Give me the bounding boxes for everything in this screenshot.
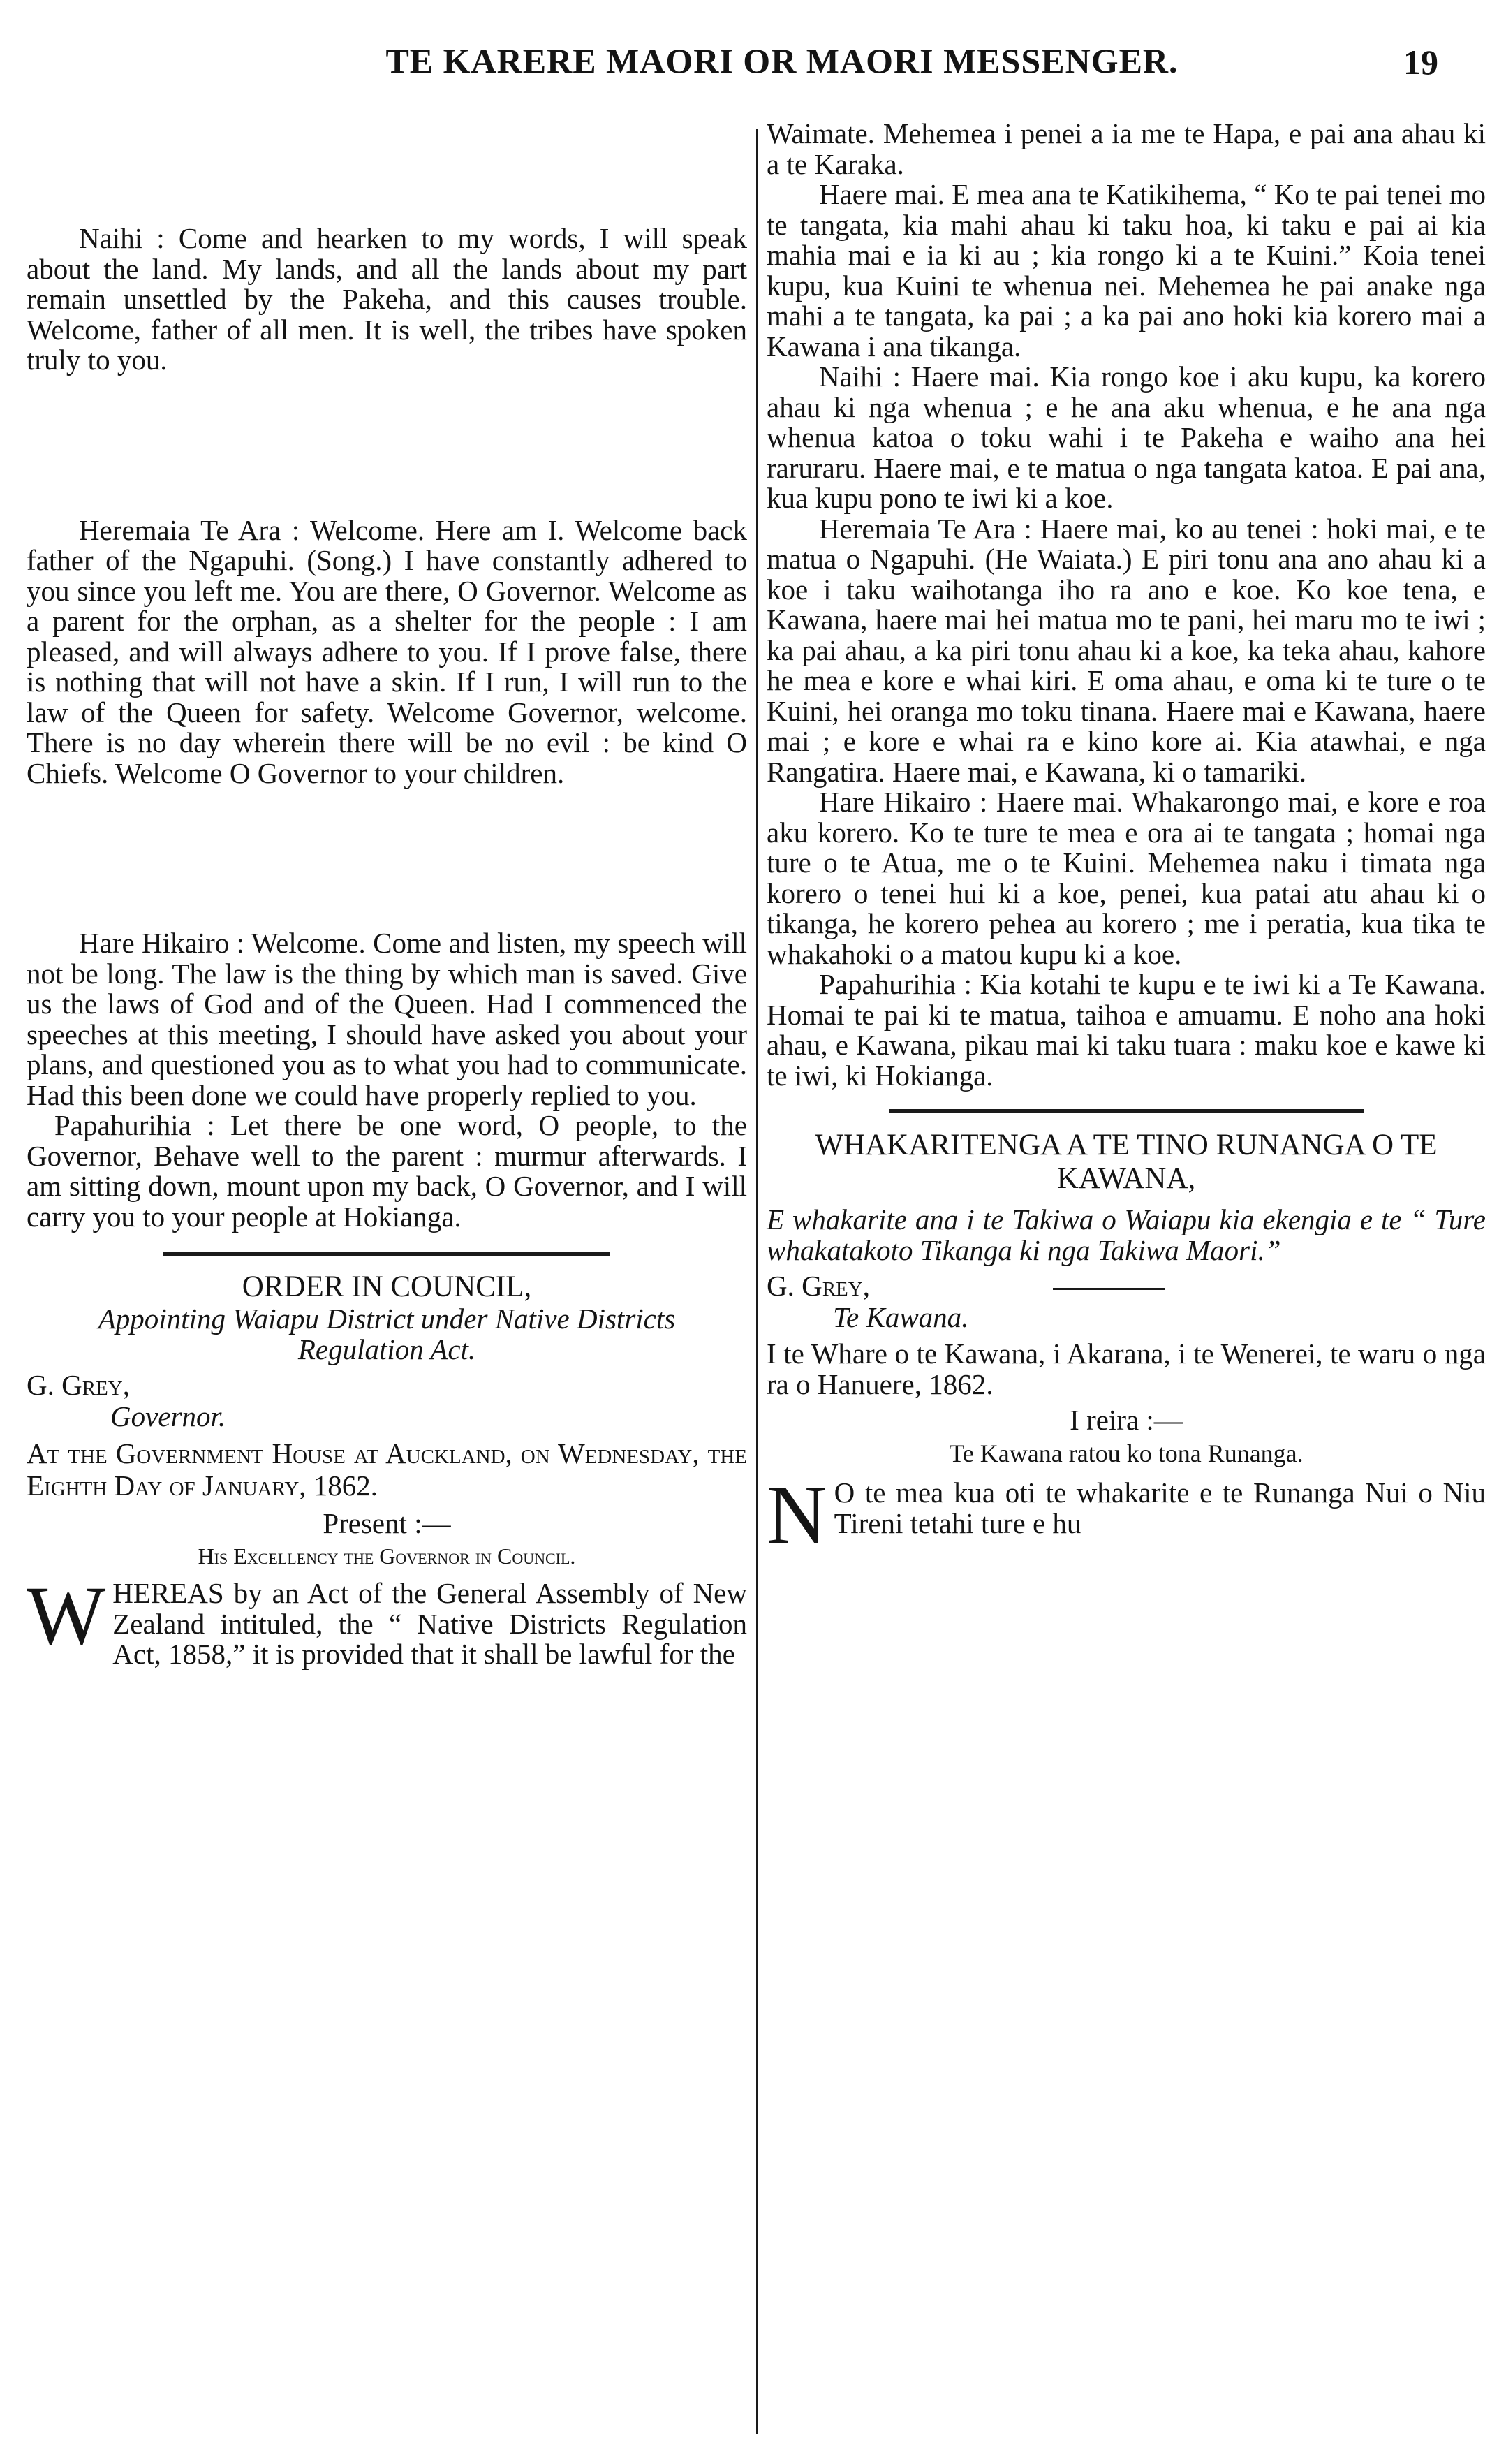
whakaritenga-title: WHAKARITENGA A TE TINO RUNANGA O TE KAWANA, bbox=[815, 1129, 1438, 1195]
paragraph: HEREAS by an Act of the General Assembly of New Zealand intituled, the “ Native Districts Regulation Act, 1858,” it is provided that it shall be lawful for the bbox=[112, 1577, 747, 1670]
drop-cap: N bbox=[767, 1468, 827, 1561]
naihi-speech-english bbox=[27, 223, 747, 376]
paragraph: Waimate. Mehemea i penei a ia me te Hapa, e pai ana ahau ki a te Karaka. bbox=[767, 117, 1486, 180]
signatory-line bbox=[767, 1270, 1486, 1302]
hare-speech-english bbox=[27, 928, 747, 1232]
whakaritenga-subtitle: E whakarite ana i te Takiwa o Waiapu kia ekengia e te “ Ture whakatakoto Tikanga ki nga Takiwa Maori.” bbox=[767, 1203, 1486, 1266]
column-divider bbox=[756, 129, 758, 2434]
order-subtitle: Appointing Waiapu District under Native Districts Regulation Act. bbox=[98, 1303, 676, 1365]
right-column bbox=[767, 117, 1486, 1561]
excellency-line: His Excellency the Governor in Council. bbox=[198, 1543, 576, 1569]
signatory-title: Governor. bbox=[110, 1400, 226, 1432]
whakaritenga-location-date: I te Whare o te Kawana, i Akarana, i te Wenerei, te waru o nga ra o Hanuere, 1862. bbox=[767, 1337, 1486, 1400]
signatory-grey: G. Grey, bbox=[27, 1369, 130, 1401]
paragraph: Papahurihia : Let there be one word, O people, to the Governor, Behave well to the parent : murmur afterwards. I am sitting down, mount upon my back, O Governor, and I will carry you to your people at Hokianga. bbox=[27, 1109, 747, 1233]
drop-cap: W bbox=[27, 1569, 106, 1662]
paragraph: Haere mai. E mea ana te Katikihema, “ Ko te pai tenei mo te tangata, kia mahi ahau ki taku hoa, ki taku e pai ai kia mahia mai e ia ki au ; kia rongo ki a te Kuini.” Koia tenei kupu, kua Kuini te whenua nei. Mehemea he pai anake nga mahi a te tangata, ka pai ; a ka pai ano hoki kia korero mai a Kawana i ana tikanga. bbox=[767, 178, 1486, 362]
signature-rule bbox=[1053, 1288, 1165, 1290]
newspaper-title: TE KARERE MAORI OR MAORI MESSENGER. bbox=[385, 41, 1179, 80]
heremaia-speech-english bbox=[27, 515, 747, 789]
page-header bbox=[0, 41, 1506, 89]
whereas-paragraph bbox=[27, 1569, 747, 1670]
left-column bbox=[27, 119, 747, 1670]
paragraph: Heremaia Te Ara : Welcome. Here am I. Welcome back father of the Ngapuhi. (Song.) I have constantly adhered to you since you left me. You are there, O Governor. Welcome as a parent for the orphan, as a shelter for the people : I am pleased, and will always adhere to you. If I prove false, there is nothing that will not have a skin. If I run, I will run to the law of the Queen for safety. Welcome Governor, welcome. There is no day wherein there will be no evil : be kind O Chiefs. Welcome O Governor to your children. bbox=[27, 513, 747, 789]
paragraph: Naihi : Haere mai. Kia rongo koe i aku kupu, ka korero ahau ki nga whenua ; e he ana aku whenua, e he ana nga whenua katoa o toku wahi i te Pakeha e waiho ana hei raruraru. Haere mai, e te matua o nga tangata katoa. E pai ana, kua kupu pono te iwi ki a koe. bbox=[767, 360, 1486, 514]
order-location-date: At the Government House at Auckland, on Wednesday, the Eighth Day of January, 1862. bbox=[27, 1437, 747, 1502]
present-label: Present :— bbox=[323, 1507, 451, 1539]
paragraph: Hare Hikairo : Haere mai. Whakarongo mai, e kore e roa aku korero. Ko te ture te mea e ora ai te tangata ; homai nga ture o te Atua, me o te Kuini. Mehemea naku i timata nga korero o tenei hui ki a koe, penei, kua patai atu ahau ki o tikanga, he korero pehea au korero ; me i peratia, kua tika te whakahoki o a matou kupu ki a koe. bbox=[767, 786, 1486, 970]
paragraph: Heremaia Te Ara : Haere mai, ko au tenei : hoki mai, e te matua o Ngapuhi. (He Waiata.) E piri tonu ana ano ahau ki a koe i taku waihotanga iho ra ano e koe. Ko koe tena, e Kawana, haere mai hei matua mo te pani, hei maru mo te iwi ; ka pai ahau, a ka piri tonu ahau ki a koe, ka teka ahau, kahore he mea e kore e whai kiri. E oma ahau, e oma ki te ture o te Kuini, hei oranga mo toku tinana. Haere mai e Kawana, haere mai ; e kore e whai ra e kino kore ai. Kia atawhai, e nga Rangatira. Haere mai, e Kawana, ki o tamariki. bbox=[767, 512, 1486, 788]
maori-speeches bbox=[767, 119, 1486, 1091]
no-paragraph bbox=[767, 1468, 1486, 1561]
page-number: 19 bbox=[1403, 43, 1438, 82]
i-reira-label: I reira :— bbox=[1070, 1404, 1183, 1436]
signatory-grey: G. Grey, bbox=[767, 1270, 870, 1302]
runanga-line: Te Kawana ratou ko tona Runanga. bbox=[949, 1439, 1304, 1467]
signatory-title: Te Kawana. bbox=[833, 1301, 969, 1333]
section-rule bbox=[163, 1252, 610, 1256]
section-rule bbox=[889, 1109, 1364, 1113]
paragraph: O te mea kua oti te whakarite e te Runanga Nui o Niu Tireni tetahi ture e hu bbox=[834, 1476, 1486, 1539]
paragraph: Papahurihia : Kia kotahi te kupu e te iwi ki a Te Kawana. Homai te pai ki te matua, taihoa e amuamu. E noho ana hoki ahau, e Kawana, pikau mai ki taku tuara : maku koe e kawe ki te iwi, ki Hokianga. bbox=[767, 968, 1486, 1092]
paragraph: Hare Hikairo : Welcome. Come and listen, my speech will not be long. The law is the thing by which man is saved. Give us the laws of God and of the Queen. Had I commenced the speeches at this meeting, I should have asked you about your plans, and questioned you as to what you had to communicate. Had this been done we could have properly replied to you. bbox=[27, 927, 747, 1111]
order-title: ORDER IN COUNCIL, bbox=[242, 1270, 532, 1303]
paragraph: Naihi : Come and hearken to my words, I will speak about the land. My lands, and all the lands about my part remain unsettled by the Pakeha, and this causes trouble. Welcome, father of all men. It is well, the tribes have spoken truly to you. bbox=[27, 222, 747, 376]
